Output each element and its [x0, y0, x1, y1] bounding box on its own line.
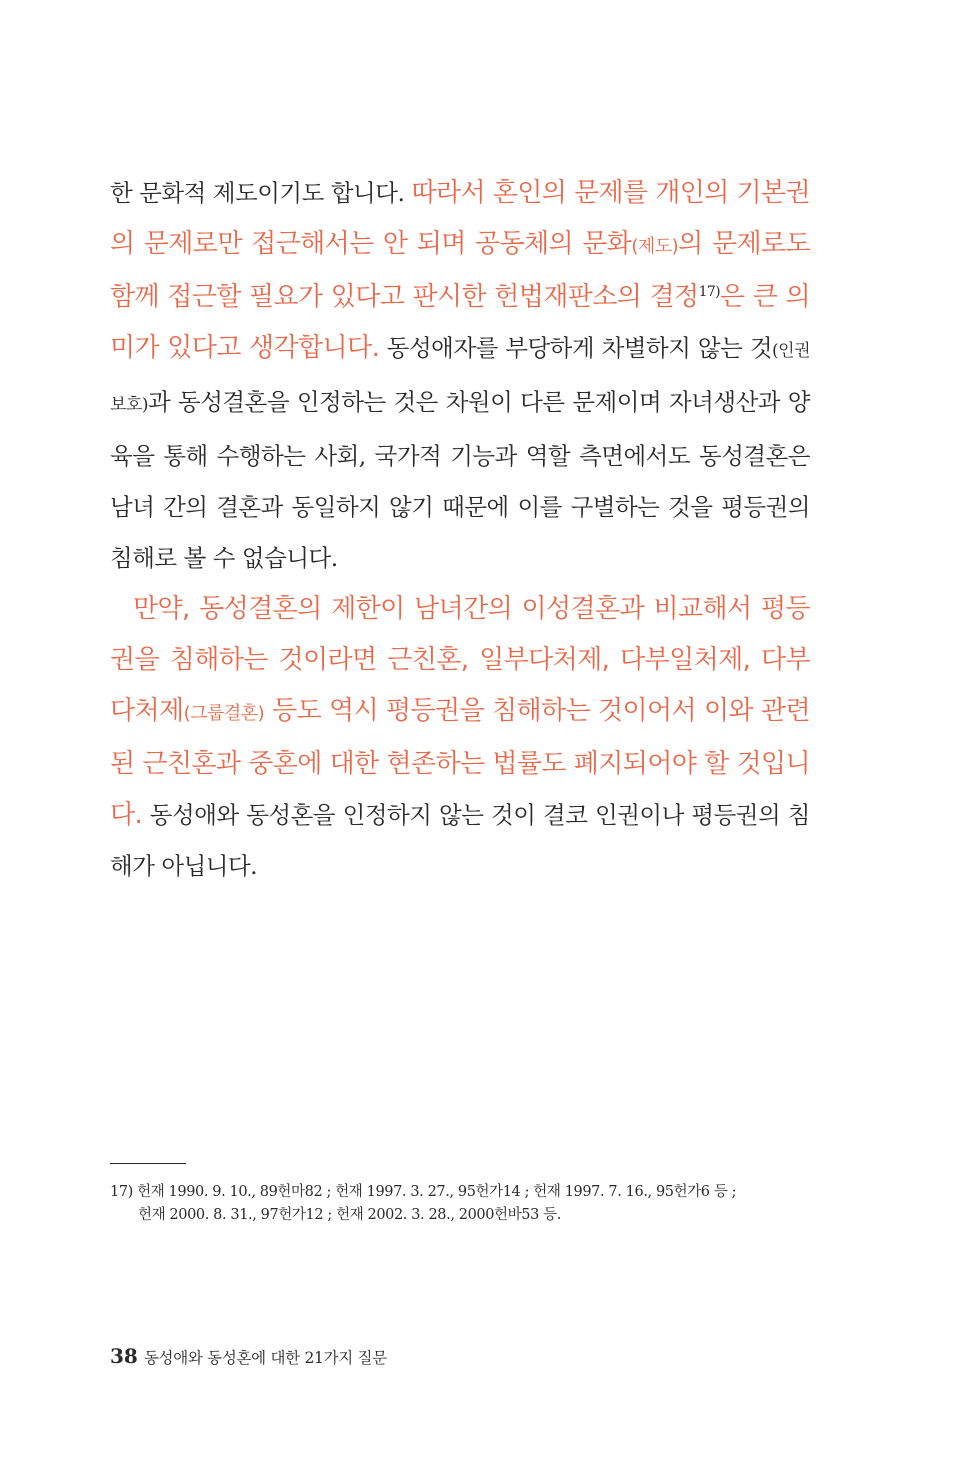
footnote-line: 17) 헌재 1990. 9. 10., 89헌마82 ; 헌재 1997. 3. 27., 95헌가14 ; 헌재 1997. 7. 16., 95헌가6 등 ; — [110, 1184, 737, 1200]
footnote-divider — [110, 1163, 186, 1164]
body-text — [110, 168, 810, 892]
highlighted-text — [110, 594, 810, 830]
parenthetical-note: (그룹결혼) — [183, 703, 265, 724]
text-segment: 의 문제로도 함께 접근할 필요가 있다고 판시한 헌법재판소의 결정 — [110, 229, 811, 312]
text-segment: 따라서 혼인의 문제를 개인의 기본권의 문제로만 접근해서는 안 되며 공동체의 문화 — [110, 178, 811, 259]
parenthetical-note: (제도) — [631, 236, 679, 257]
parenthetical-note: (인권 보호) — [110, 341, 811, 415]
text-segment: 동성애와 동성혼을 인정하지 않는 것이 결코 인권이나 평등권의 침해가 아닙니다. — [110, 801, 810, 880]
text-segment: 한 문화적 제도이기도 합니다. — [110, 179, 412, 207]
footnote-line: 헌재 2000. 8. 31., 97헌가12 ; 헌재 2002. 3. 28., 2000헌바53 등. — [138, 1207, 561, 1223]
footnote-reference[interactable]: 17) — [698, 284, 721, 300]
page-footer — [110, 1344, 387, 1374]
text-segment: 과 동성결혼을 인정하는 것은 차원이 다른 문제이며 자녀생산과 양육을 통해 수행하는 사회, 국가적 기능과 역할 측면에서도 동성결혼은 남녀 간의 결혼과 동일하지 않기 때문에 이를 구별하는 것을 평등권의 침해로 볼 수 없습니다. — [110, 388, 810, 572]
text-segment: 만약, 동성결혼의 제한이 남녀간의 이성결혼과 비교해서 평등권을 침해하는 것이라면 근친혼, 일부다처제, 다부일처제, 다부다처제 — [110, 594, 810, 726]
text-segment: 등도 역시 평등권을 침해하는 것이어서 이와 관련된 근친혼과 중혼에 대한 현존하는 법률도 폐지되어야 할 것입니다. — [110, 696, 810, 830]
footnote — [110, 1181, 814, 1227]
page-number: 38 — [110, 1344, 138, 1368]
text-segment: 은 큰 의미가 있다고 생각합니다. — [110, 282, 810, 363]
text-segment: 동성애자를 부당하게 차별하지 않는 것 — [379, 334, 773, 362]
paragraph-2 — [110, 584, 810, 892]
paragraph-1 — [110, 168, 810, 584]
running-title: 동성애와 동성혼에 대한 21가지 질문 — [143, 1349, 387, 1367]
